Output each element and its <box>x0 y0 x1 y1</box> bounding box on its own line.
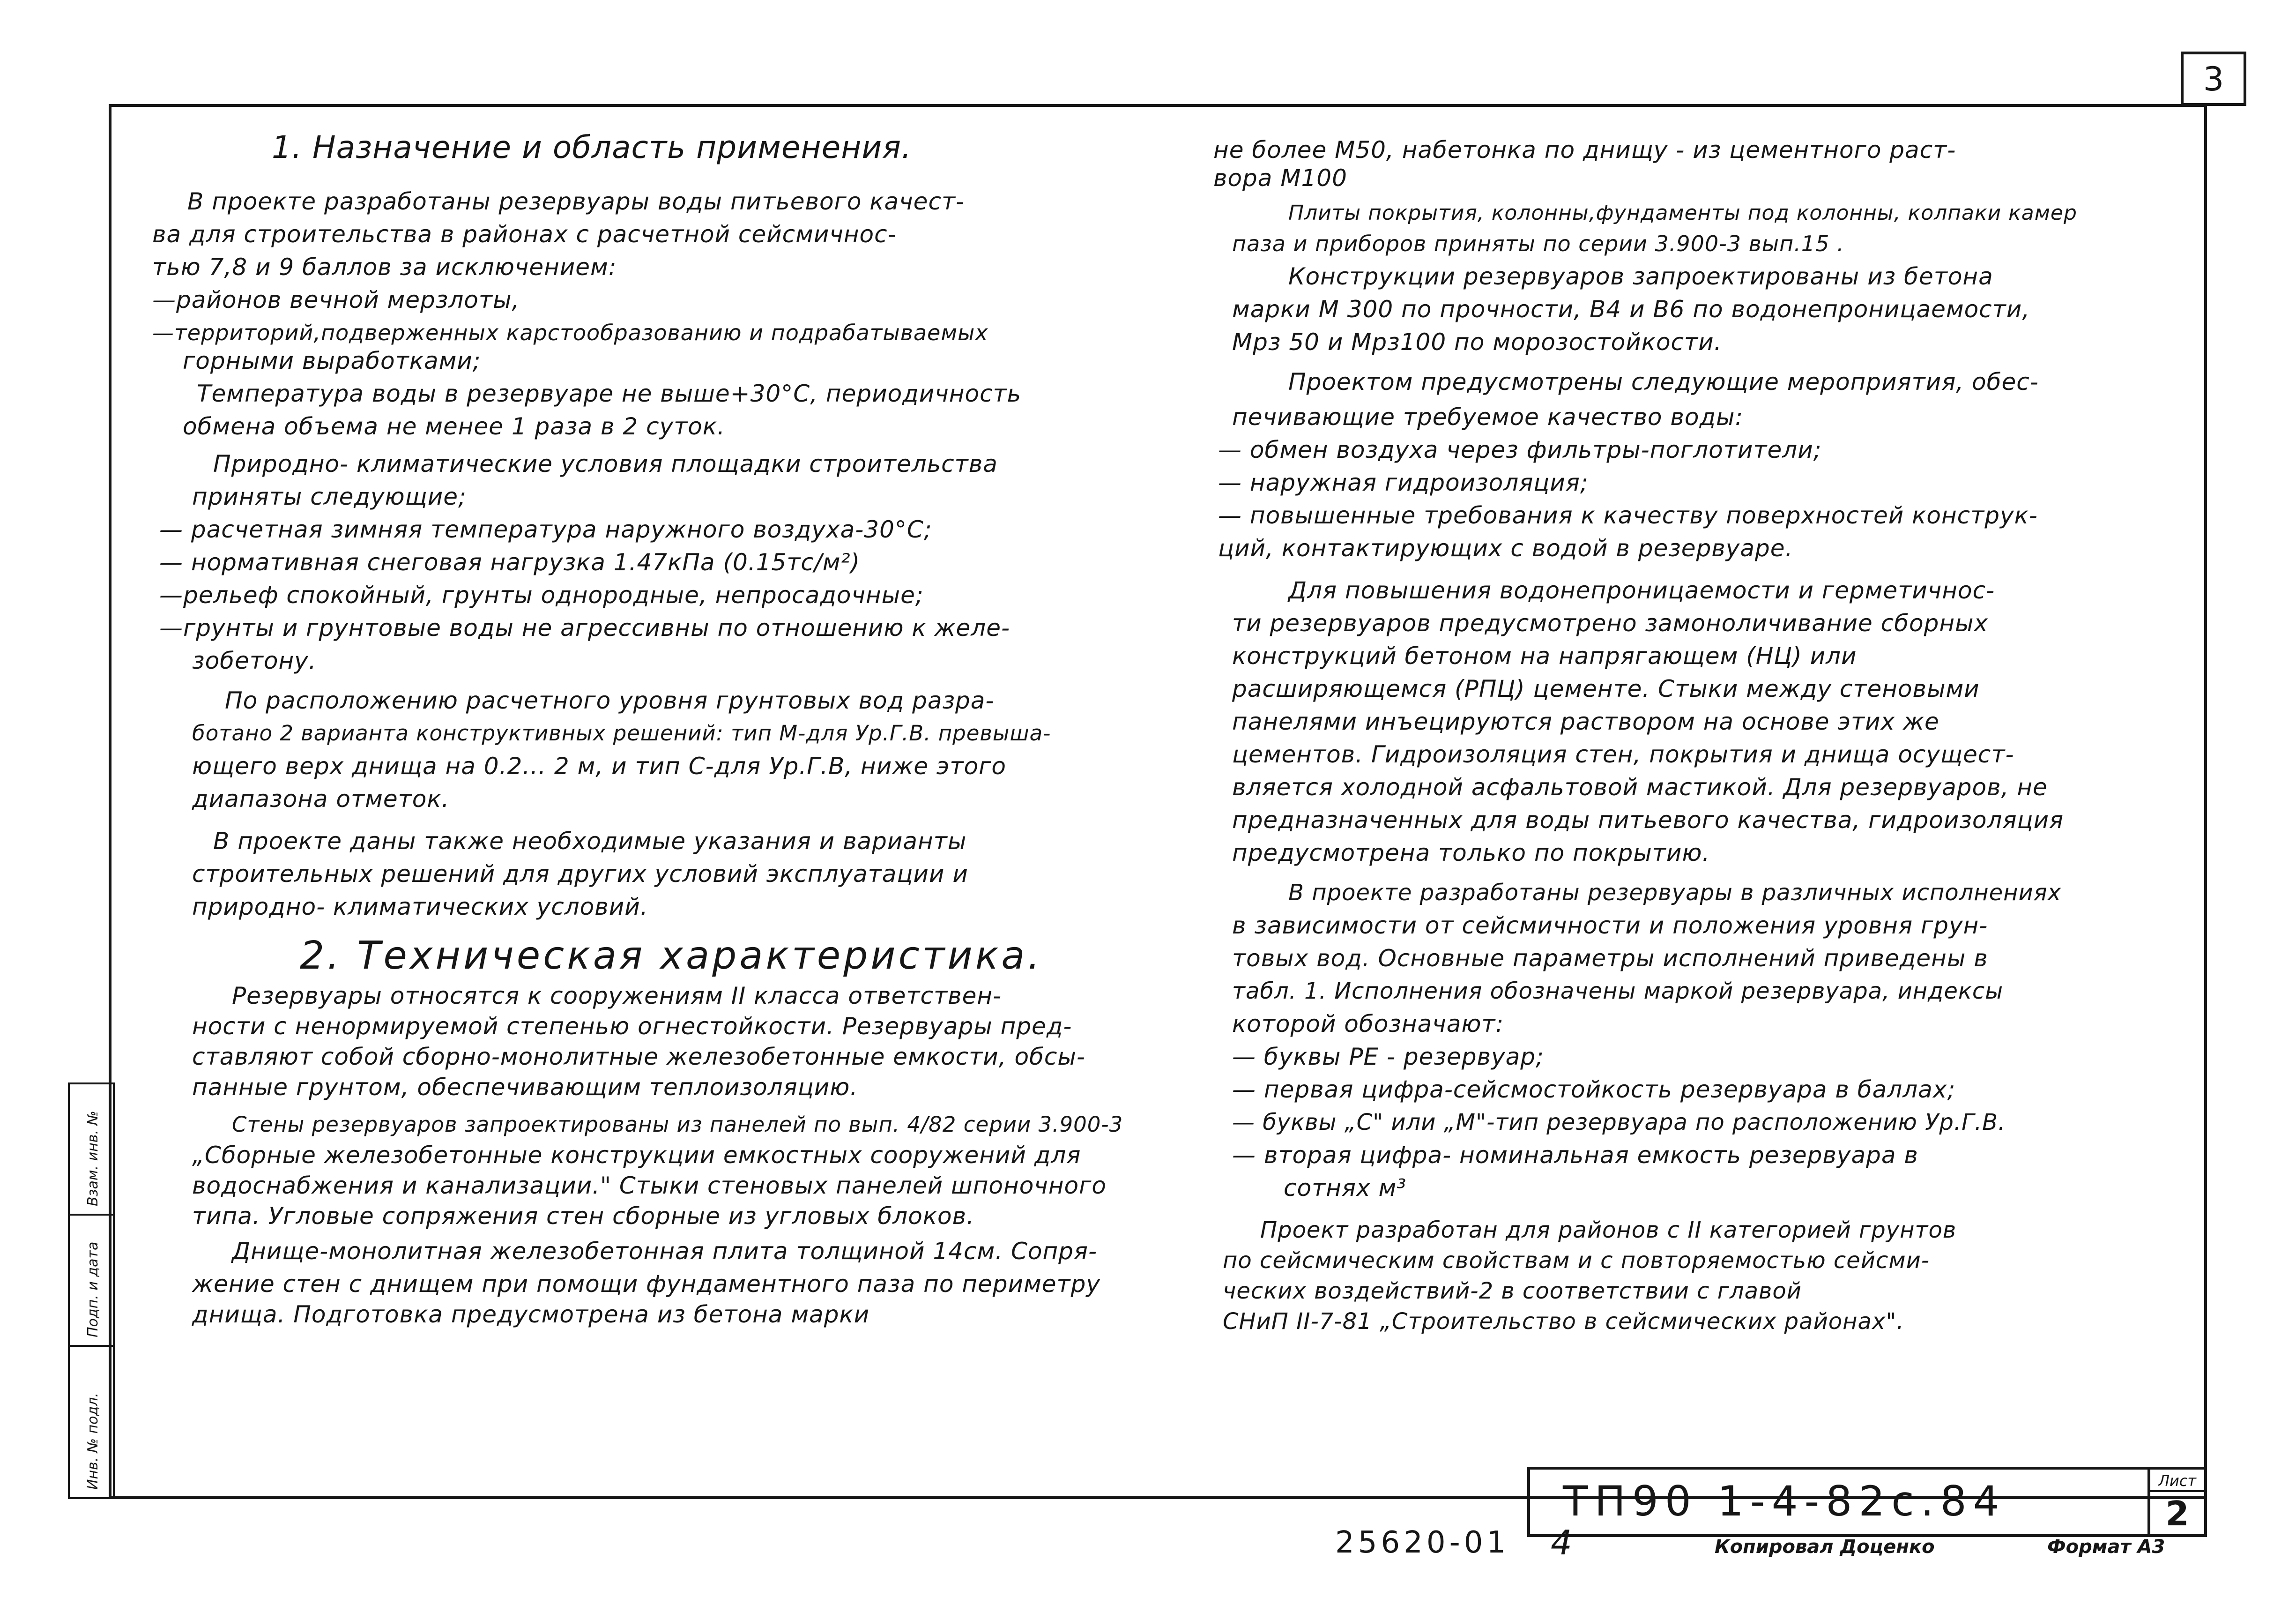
text-line: — нормативная снеговая нагрузка 1.47кПа (0.15тс/м²) <box>159 549 861 576</box>
text-line: Природно- климатические условия площадки строительства <box>213 450 998 478</box>
text-line: —грунты и грунтовые воды не агрессивны по отношению к желе- <box>159 614 1011 642</box>
text-line: природно- климатических условий. <box>192 893 648 920</box>
text-line: обмена объема не менее 1 раза в 2 суток. <box>183 413 725 440</box>
section-2-heading: 2. Техническая характеристика. <box>300 933 1043 978</box>
title-block-main <box>1527 1467 2150 1537</box>
text-line: предназначенных для воды питьевого качества, гидроизоляция <box>1232 806 2064 834</box>
text-line: зобетону. <box>192 647 317 674</box>
text-line: — наружная гидроизоляция; <box>1218 469 1589 496</box>
side-stamp-cell-3 <box>68 1082 115 1216</box>
text-line: табл. 1. Исполнения обозначены маркой резервуара, индексы <box>1232 978 2004 1004</box>
text-line: Мрз 50 и Мрз100 по морозостойкости. <box>1232 328 1722 356</box>
text-line: строительных решений для других условий эксплуатации и <box>192 860 968 888</box>
text-line: —районов вечной мерзлоты, <box>152 286 520 314</box>
text-line: — повышенные требования к качеству поверхностей конструк- <box>1218 502 2038 529</box>
text-line: расширяющемся (РПЦ) цементе. Стыки между стеновыми <box>1232 675 1980 702</box>
sheet-box <box>2147 1467 2207 1537</box>
text-line: предусмотрена только по покрытию. <box>1232 839 1710 866</box>
text-line: ющего верх днища на 0.2... 2 м, и тип С-для Ур.Г.В, ниже этого <box>192 753 1006 780</box>
side-stamp-label-2: Подп. и дата <box>85 1241 101 1337</box>
side-stamp-label-3: Взам. инв. № <box>85 1111 101 1206</box>
text-line: печивающие требуемое качество воды: <box>1232 403 1744 431</box>
page-number: 3 <box>2203 60 2224 98</box>
text-line: цементов. Гидроизоляция стен, покрытия и днища осущест- <box>1232 741 2014 768</box>
text-line: панные грунтом, обеспечивающим теплоизоляцию. <box>192 1074 858 1101</box>
text-line: — первая цифра-сейсмостойкость резервуара в баллах; <box>1232 1076 1956 1103</box>
side-stamp-label-1: Инв. № подл. <box>85 1393 101 1490</box>
text-line: марки М 300 по прочности, В4 и В6 по водонепроницаемости, <box>1232 296 2030 323</box>
text-line: Проект разработан для районов с II категорией грунтов <box>1260 1217 1957 1243</box>
page-number-box <box>2181 52 2246 106</box>
text-line: В проекте разработаны резервуары воды питьевого качест- <box>187 188 965 215</box>
text-line: Днище-монолитная железобетонная плита толщиной 14см. Сопря- <box>232 1238 1098 1265</box>
text-line: ности с ненормируемой степенью огнестойкости. Резервуары пред- <box>192 1013 1072 1040</box>
text-line: в зависимости от сейсмичности и положения уровня грун- <box>1232 912 1988 939</box>
text-line: сотнях м³ <box>1284 1174 1407 1202</box>
text-line: Для повышения водонепроницаемости и герметичнос- <box>1288 577 1995 604</box>
text-line: днища. Подготовка предусмотрена из бетона марки <box>192 1301 870 1328</box>
text-line: ботано 2 варианта конструктивных решений: тип М-для Ур.Г.В. превыша- <box>192 721 1051 746</box>
text-line: Резервуары относятся к сооружениям II класса ответствен- <box>232 982 1002 1009</box>
text-line: СНиП II-7-81 „Строительство в сейсмических районах". <box>1223 1308 1904 1335</box>
text-line: — расчетная зимняя температура наружного воздуха-30°С; <box>159 516 932 543</box>
text-line: конструкций бетоном на напрягающем (НЦ) или <box>1232 642 1857 670</box>
text-line: Температура воды в резервуаре не выше+30°С, периодичность <box>197 380 1022 407</box>
text-line: не более М50, набетонка по днищу - из цементного раст- <box>1213 136 1956 164</box>
text-line: В проекте разработаны резервуары в различных исполнениях <box>1288 880 2062 906</box>
text-line: по сейсмическим свойствам и с повторяемостью сейсми- <box>1223 1247 1930 1274</box>
text-line: вора М100 <box>1213 164 1347 192</box>
text-line: „Сборные железобетонные конструкции емкостных сооружений для <box>192 1142 1081 1169</box>
text-line: — буквы РЕ - резервуар; <box>1232 1043 1544 1070</box>
text-line: типа. Угловые сопряжения стен сборные из угловых блоков. <box>192 1202 974 1230</box>
text-line: Стены резервуаров запроектированы из панелей по вып. 4/82 серии 3.900-3 <box>232 1112 1123 1137</box>
side-stamp-cell-1 <box>68 1345 115 1499</box>
text-line: приняты следующие; <box>192 483 467 510</box>
text-line: Конструкции резервуаров запроектированы из бетона <box>1288 263 1993 290</box>
text-line: В проекте даны также необходимые указания и варианты <box>213 828 967 855</box>
text-line: тью 7,8 и 9 баллов за исключением: <box>152 254 617 281</box>
text-line: вляется холодной асфальтовой мастикой. Для резервуаров, не <box>1232 774 2048 801</box>
sheet-label: Лист <box>2150 1471 2204 1492</box>
text-line: паза и приборов приняты по серии 3.900-3 вып.15 . <box>1232 231 1844 256</box>
sheet-number: 2 <box>2165 1494 2189 1533</box>
text-line: ва для строительства в районах с расчетной сейсмичнос- <box>152 221 897 248</box>
text-line: панелями инъецируются раствором на основе этих же <box>1232 708 1939 735</box>
text-line: По расположению расчетного уровня грунтовых вод разра- <box>225 687 995 714</box>
order-number: 25620-01 <box>1335 1525 1510 1560</box>
sheet-index: 4 <box>1551 1523 1572 1562</box>
text-line: ставляют собой сборно-монолитные железобетонные емкости, обсы- <box>192 1043 1085 1070</box>
text-line: ций, контактирующих с водой в резервуаре. <box>1218 535 1793 562</box>
section-1-heading: 1. Назначение и область применения. <box>272 129 912 165</box>
text-line: — обмен воздуха через фильтры-поглотители; <box>1218 436 1822 463</box>
text-line: —рельеф спокойный, грунты однородные, непросадочные; <box>159 582 924 609</box>
text-line: которой обозначают: <box>1232 1010 1504 1038</box>
copied-by: Копировал Доценко <box>1715 1536 1935 1558</box>
text-line: горными выработками; <box>183 347 481 374</box>
text-line: Плиты покрытия, колонны,фундаменты под колонны, колпаки камер <box>1288 201 2077 225</box>
side-stamp <box>68 1082 115 1499</box>
document-code: ТП90 1-4-82с.84 <box>1563 1477 2006 1525</box>
text-line: — вторая цифра- номинальная емкость резервуара в <box>1232 1142 1918 1169</box>
paper-format: Формат А3 <box>2047 1536 2165 1558</box>
text-line: товых вод. Основные параметры исполнений приведены в <box>1232 945 1988 972</box>
text-line: жение стен с днищем при помощи фундаментного паза по периметру <box>192 1270 1100 1298</box>
side-stamp-cell-2 <box>68 1214 115 1347</box>
text-line: диапазона отметок. <box>192 785 450 813</box>
text-line: — буквы „С" или „М"-тип резервуара по расположению Ур.Г.В. <box>1232 1109 2006 1135</box>
text-line: Проектом предусмотрены следующие мероприятия, обес- <box>1288 368 2039 396</box>
text-line: ческих воздействий-2 в соответствии с главой <box>1223 1278 1802 1304</box>
text-line: ти резервуаров предусмотрено замоноличивание сборных <box>1232 610 1989 637</box>
text-line: —территорий,подверженных карстообразованию и подрабатываемых <box>152 320 988 345</box>
text-line: водоснабжения и канализации." Стыки стеновых панелей шпоночного <box>192 1172 1107 1199</box>
